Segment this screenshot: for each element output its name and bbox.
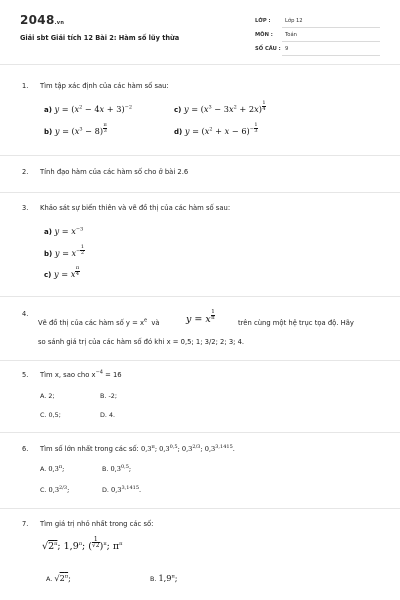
question-7-option-b[interactable]: B. $1,9^\pi$;: [150, 573, 178, 583]
class-underline: [282, 27, 380, 28]
question-5-option-a[interactable]: A. 2;: [40, 392, 55, 400]
question-1-number: 1.: [22, 82, 29, 90]
question-5-text: Tìm x, sao cho $x^{-4} = 16$: [40, 369, 122, 379]
question-divider: [0, 192, 400, 193]
question-3c-formula: c) y = x $\frac{\pi}{4}$: [44, 264, 80, 279]
question-1d-formula: d) $y = (x^2 + x - 6)^-$ $\frac{1}{3}$: [174, 121, 258, 136]
question-1a-formula: a) $y = (x^2 - 4x + 3)^{-2}$: [44, 104, 133, 114]
question-5-number: 5.: [22, 371, 29, 379]
question-divider: [0, 296, 400, 297]
logo-suffix: .vn: [54, 20, 65, 26]
question-5-option-c[interactable]: C. 0,5;: [40, 411, 61, 419]
page-title: Giải sbt Giải tích 12 Bài 2: Hàm số lũy thừa: [20, 34, 180, 42]
question-1c-formula: c) $y = (x^3 - 3x^2 + 2x)$ $\frac{1}{4}$: [174, 99, 266, 114]
question-3-number: 3.: [22, 204, 29, 212]
site-logo[interactable]: [20, 13, 64, 27]
class-value: Lớp 12: [285, 18, 303, 24]
question-4-text-continued: trên cùng một hệ trục tọa độ. Hãy: [238, 319, 354, 327]
question-7-text: Tìm giá trị nhỏ nhất trong các số:: [40, 520, 154, 528]
question-divider: [0, 360, 400, 361]
question-7-option-a[interactable]: A. $√2^\pi$;: [46, 573, 71, 583]
header-divider: [0, 64, 400, 65]
question-5-option-d[interactable]: D. 4.: [100, 411, 116, 419]
subject-value: Toán: [285, 32, 297, 38]
question-6-option-b[interactable]: B. 0,3$^{0,5}$;: [102, 463, 132, 473]
question-6-number: 6.: [22, 445, 29, 453]
question-6-option-c[interactable]: C. $0,3^{2/3}$;: [40, 484, 70, 494]
question-2-number: 2.: [22, 168, 29, 176]
logo-text: 2048: [20, 13, 55, 27]
question-3a-formula: a) $y = x^{-3}$: [44, 226, 84, 236]
question-4-number: 4.: [22, 310, 29, 318]
count-label: SỐ CÂU :: [255, 46, 281, 52]
question-6-option-a[interactable]: A. $0,3^\pi$;: [40, 463, 65, 473]
question-4-formula: y = x $\frac{1}{\pi}$: [186, 309, 215, 325]
count-value: 9: [285, 46, 289, 52]
question-7-numbers: $√2^\pi$; $1,9^\pi$; ( $\frac{1}{√2}$ )$^\pi$; $\pi^\pi$: [42, 536, 123, 552]
question-divider: [0, 155, 400, 156]
question-7-number: 7.: [22, 520, 29, 528]
question-4-text: Vẽ đồ thị của các hàm số $y = x^e$ và: [38, 317, 160, 327]
question-1-text: Tìm tập xác định của các hàm số sau:: [40, 82, 169, 90]
question-6-option-d[interactable]: D. $0,3^{3,1415}$.: [102, 484, 142, 494]
class-label: LỚP :: [255, 18, 271, 24]
count-underline: [282, 55, 380, 56]
subject-underline: [282, 41, 380, 42]
question-divider: [0, 508, 400, 509]
question-3b-formula: b) y = x− $\frac{1}{2}$: [44, 243, 85, 258]
question-6-text: Tìm số lớn nhất trong các số: $0,3^\pi$; 0,3$^{0,5}$; $0,3^{2/3}$; $0,3^{3,1415}$.: [40, 443, 235, 453]
question-2-text: Tính đạo hàm của các hàm số cho ở bài 2.6: [40, 168, 189, 176]
question-1b-formula: b) $y = (x^3 - 8)$ $\frac{\pi}{3}$: [44, 121, 107, 136]
question-4-text-line2: so sánh giá trị của các hàm số đó khi x = 0,5; 1; 3/2; 2; 3; 4.: [38, 338, 245, 346]
question-5-option-b[interactable]: B. -2;: [100, 392, 117, 400]
question-divider: [0, 432, 400, 433]
question-3-text: Khảo sát sự biến thiên và vẽ đồ thị của các hàm số sau:: [40, 204, 231, 212]
subject-label: MÔN :: [255, 32, 273, 38]
